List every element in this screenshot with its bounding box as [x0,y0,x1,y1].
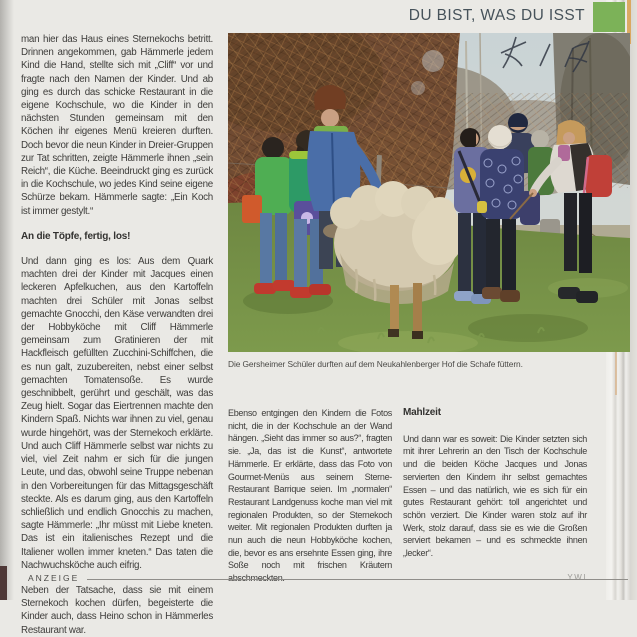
article-paragraph: Ebenso entgingen den Kindern die Fotos nicht, die in der Kochschule an der Wand hängen. „Sieht das immer so aus?“, fragten sie. „Ja, das ist die Kunst“, antwortete Hämmerle. Er erklärte, dass das Foto von Gourmet-Menüs aus seinem Sterne-Restaurant Barrique seien. Im „normalen“ Restaurant Landgenuss koche man viel mit regionalen Produkten, so der Sternekoch weiter. Mit regionalen Produkten durften ja nun auch die neun Hobbyköche kochen, die, bevor es ans ersehnte Essen ging, ihre Soße noch mit frischen Kräutern abschmeckten. [228,408,392,584]
article-left-column [21,33,213,637]
divider-rule [87,579,628,580]
article-right-column [403,407,587,584]
article-paragraph: Und dann war es soweit: Die Kinder setzten sich mit ihrer Lehrerin an den Tisch der Kochschule und die beiden Köche Jacques und Jonas servierten den Kindern ihr selbst gemachtes Essen – und das natürlich, wie es sich für ein gutes Restaurant gehört: toll angerichtet und schön verziert. Die Kinder waren stolz auf ihr Werk, stolz darauf, dass sie es wie die Großen serviert bekamen – und es schmeckte ihnen „lecker“. [403,433,587,559]
article-subheading: An die Töpfe, fertig, los! [21,230,131,242]
page-title: DU BIST, WAS DU ISST [408,7,585,24]
photo-caption: Die Gersheimer Schüler durften auf dem Neukahlenberger Hof die Schafe füttern. [228,359,523,369]
author-byline: YWI [567,572,587,582]
photo-illustration [228,33,630,352]
scan-shadow-left [0,0,14,600]
anzeige-label: ANZEIGE [28,573,80,583]
article-photo [228,33,630,352]
article-paragraph: Und dann ging es los: Aus dem Quark machten drei der Kinder mit Jacques einen leckeren Apfelkuchen, aus den Kartoffeln machten drei Schüler mit Jonas selbst gemachte Gnocchi, den Käse verwandten drei der Hobbyköche mit Cliff Hämmerle gemeinsam zum Gratinieren der mit Hackfleisch gefüllten Zucchini-Schiffchen, die es nun galt, zuzubereiten, nebst einer selbst gemachten Tomatensoße. Es wurde geschnibbelt, gerührt und geschält, was das Zeug hielt. Sogar das Eiertrennen machte den Kindern Spaß. Nichts war ihnen zu viel, genau wurde hingehört, was der Sternekoch erklärte. Und auch Cliff Hämmerle selbst war nichts zu viel, viel Zeit nahm er sich für die jungen Leute, und das, obwohl seine Truppe nebenan in den Vorbereitungen für das Mittagsgeschäft steckte. Als es darum ging, aus den Kartoffeln schließlich und endlich Gnocchis zu machen, sagte Hämmerle: „Ihr müsst mit Liebe kneten. Das ist ein italienisches Rezept und die Italiener wollen immer kneten.“ Das taten die Nachwuchsköche auch eifrig. [21,256,213,571]
green-accent-square [593,2,625,32]
scan-mark-bottom-left [0,566,7,600]
article-paragraph: Neben der Tatsache, dass sie mit einem Sternekoch kochen dürfen, begeisterte die Kinder auch, dass Heino schon in Hämmerles Restaurant war. [21,584,213,636]
article-subheading: Mahlzeit [403,407,441,418]
article-paragraph: man hier das Haus eines Sternekochs betritt. Drinnen angekommen, gab Hämmerle jedem Kind die Hand, stellte sich mit „Cliff“ vor und fragte nach den Namen der Kinder. Und ab ging es durch das schicke Restaurant in die eigene Kochschule, wo die Kinder in den nächsten Stunden gemeinsam mit den Köchen ihr eigenes Menü kreieren durften. Doch bevor die neun Kinder in Dreier-Gruppen zur Tat schritten, zeigte Hämmerle ihnen „sein Reich“, die Küche. Beeindruckt ging es zurück in die Kochschule, wo jedes Kind seine eigene Schürze bekam. Hämmerle sagte: „Ein Koch ist immer gestylt.“ [21,34,213,217]
article-middle-column [228,407,392,585]
advert-divider [28,573,628,583]
